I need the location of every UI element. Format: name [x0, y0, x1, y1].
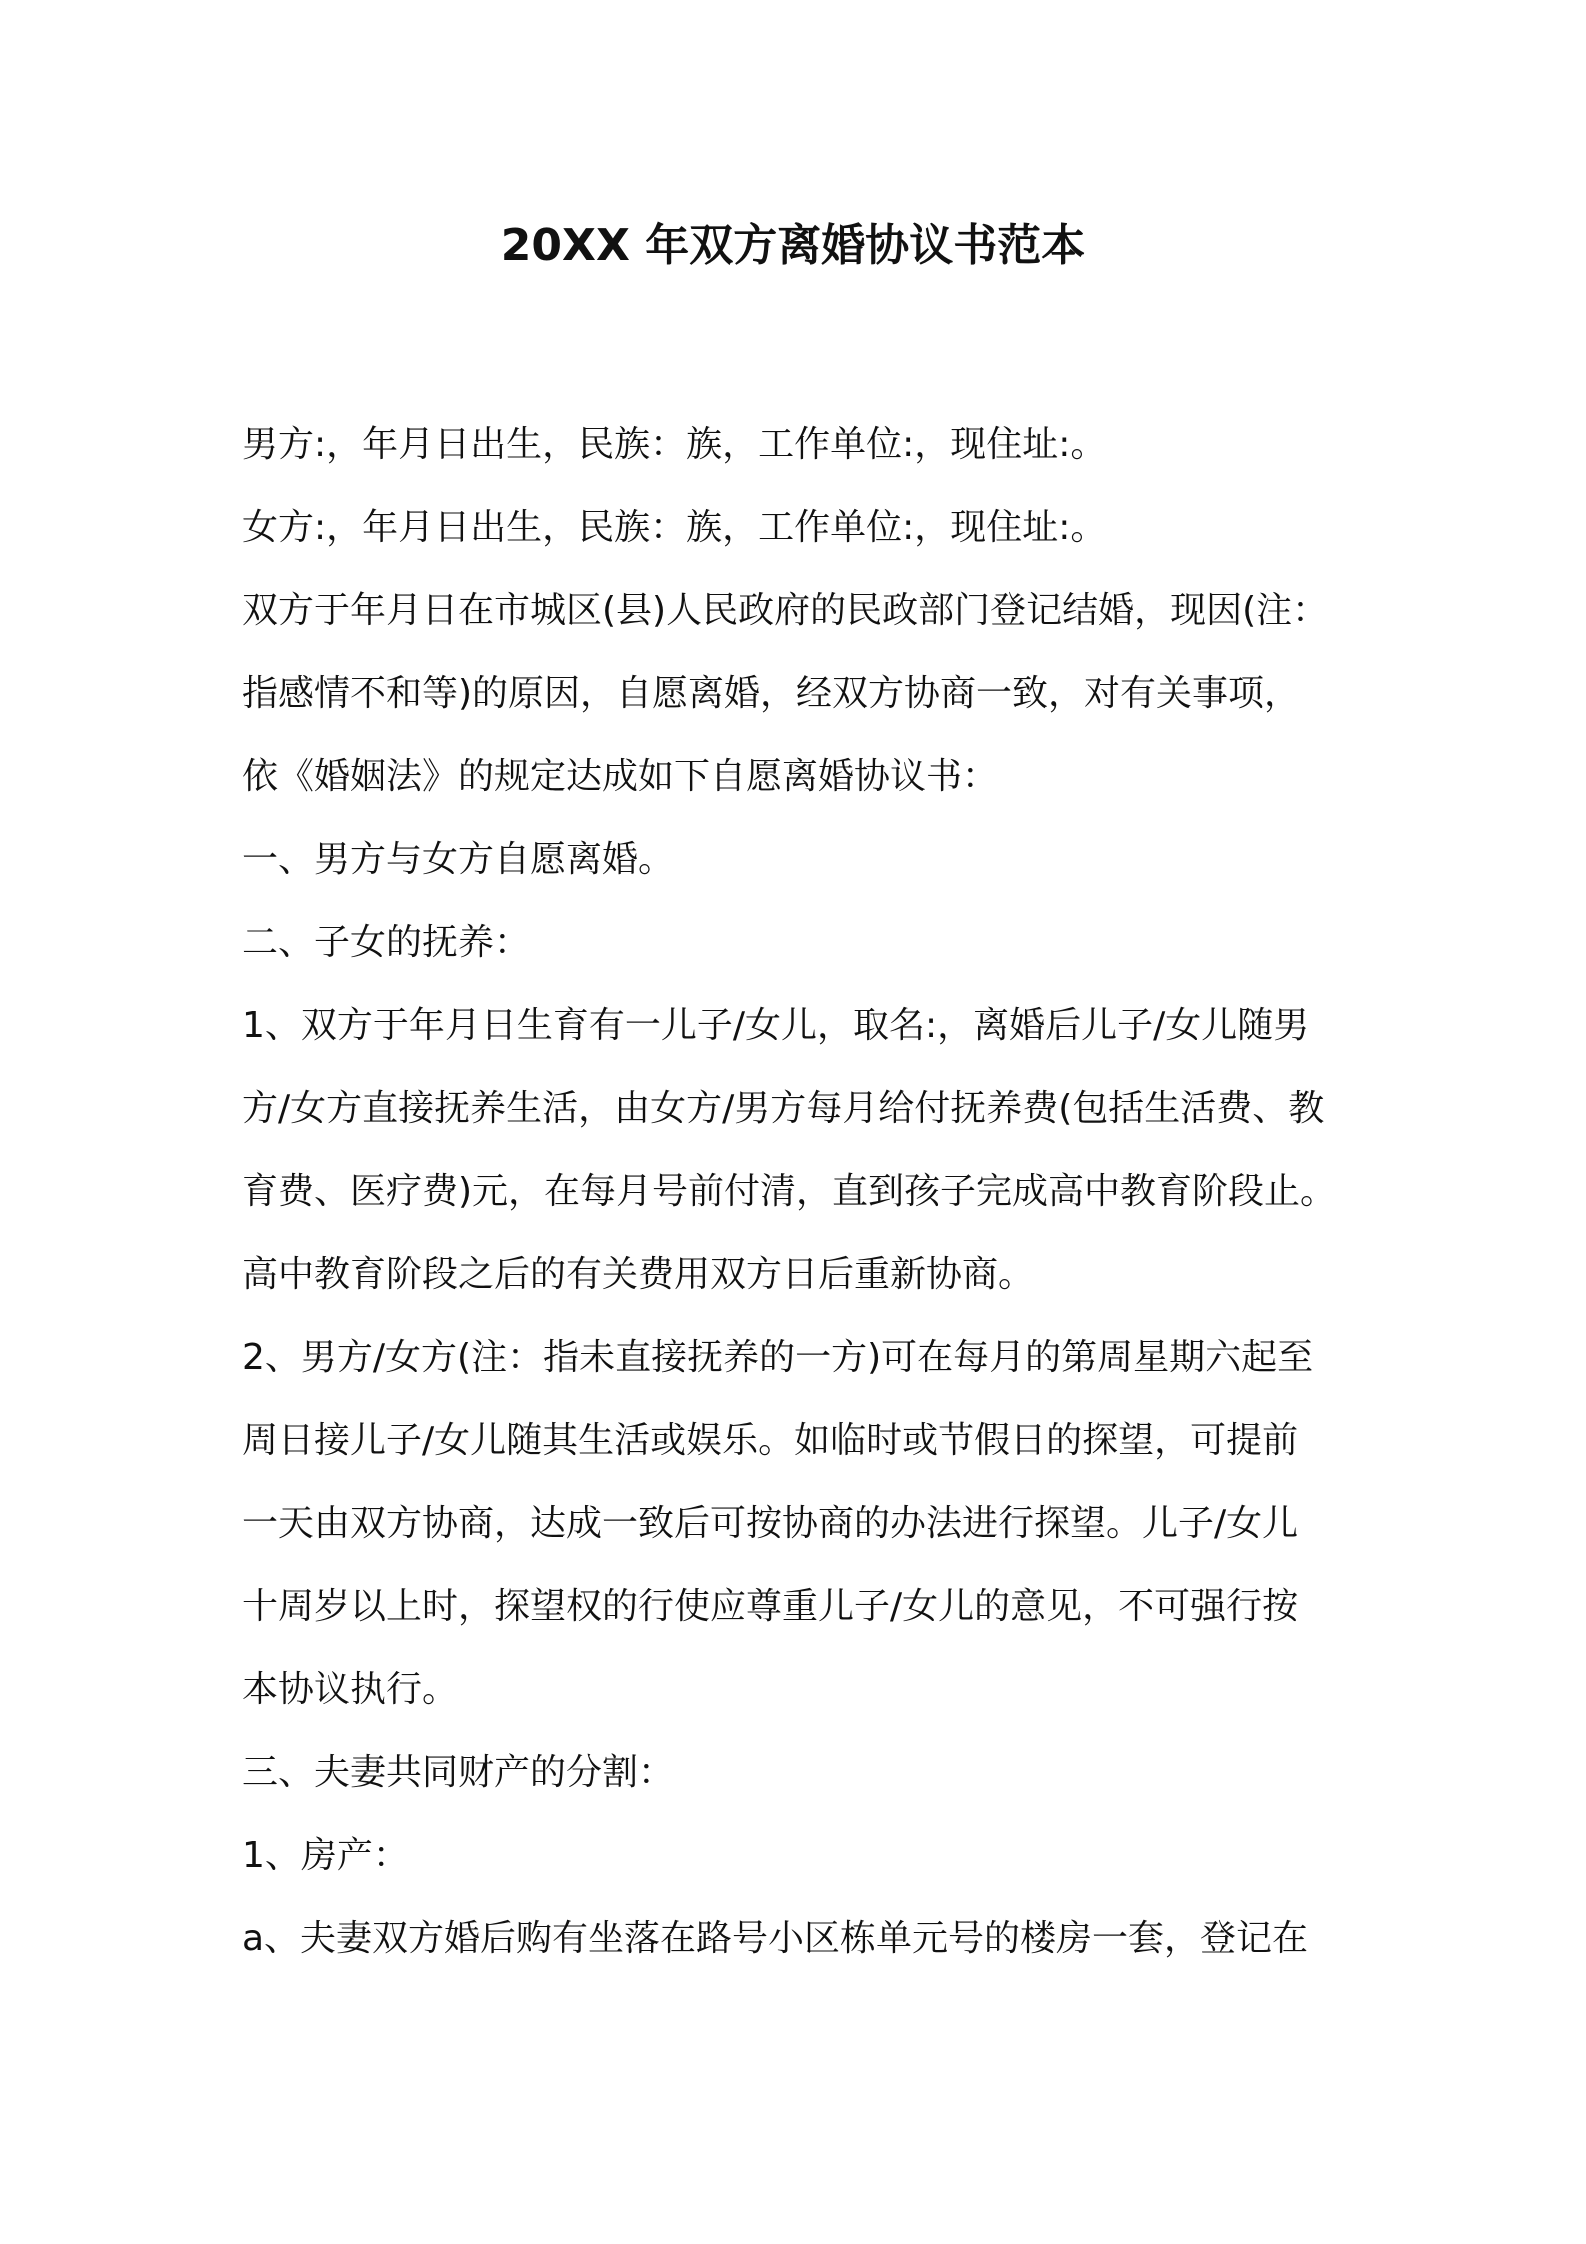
paragraph-line: 一、男方与女方自愿离婚。 [242, 839, 675, 880]
paragraph-line: a、夫妻双方婚后购有坐落在路号小区栋单元号的楼房一套，登记在 [242, 1918, 1309, 1959]
paragraph-line: 育费、医疗费)元，在每月号前付清，直到孩子完成高中教育阶段止。 [242, 1171, 1337, 1212]
document-body [242, 403, 1357, 1980]
paragraph-line: 高中教育阶段之后的有关费用双方日后重新协商。 [242, 1254, 1035, 1295]
paragraph-line: 周日接儿子/女儿随其生活或娱乐。如临时或节假日的探望，可提前 [242, 1420, 1299, 1461]
paragraph-line: 十周岁以上时，探望权的行使应尊重儿子/女儿的意见，不可强行按 [242, 1586, 1299, 1627]
paragraph-line: 二、子女的抚养： [242, 922, 531, 963]
paragraph-line: 本协议执行。 [242, 1669, 459, 1710]
paragraph-line: 指感情不和等)的原因，自愿离婚，经双方协商一致，对有关事项， [242, 673, 1301, 714]
paragraph-line: 双方于年月日在市城区(县)人民政府的民政部门登记结婚，现因(注： [242, 590, 1329, 631]
paragraph-line: 依《婚姻法》的规定达成如下自愿离婚协议书： [242, 756, 999, 797]
paragraph-line: 男方:，年月日出生，民族：族，工作单位:，现住址:。 [242, 424, 1107, 465]
paragraph-line: 方/女方直接抚养生活，由女方/男方每月给付抚养费(包括生活费、教 [242, 1088, 1325, 1129]
paragraph-line: 1、房产： [242, 1835, 409, 1876]
document-title: 20XX 年双方离婚协议书范本 [500, 220, 1086, 271]
paragraph-line: 女方:，年月日出生，民族：族，工作单位:，现住址:。 [242, 507, 1107, 548]
paragraph-line: 2、男方/女方(注：指未直接抚养的一方)可在每月的第周星期六起至 [242, 1337, 1314, 1378]
paragraph-line: 一天由双方协商，达成一致后可按协商的办法进行探望。儿子/女儿 [242, 1503, 1299, 1544]
paragraph-line: 1、双方于年月日生育有一儿子/女儿，取名:，离婚后儿子/女儿随男 [242, 1005, 1310, 1046]
paragraph-line: 三、夫妻共同财产的分割： [242, 1752, 675, 1793]
